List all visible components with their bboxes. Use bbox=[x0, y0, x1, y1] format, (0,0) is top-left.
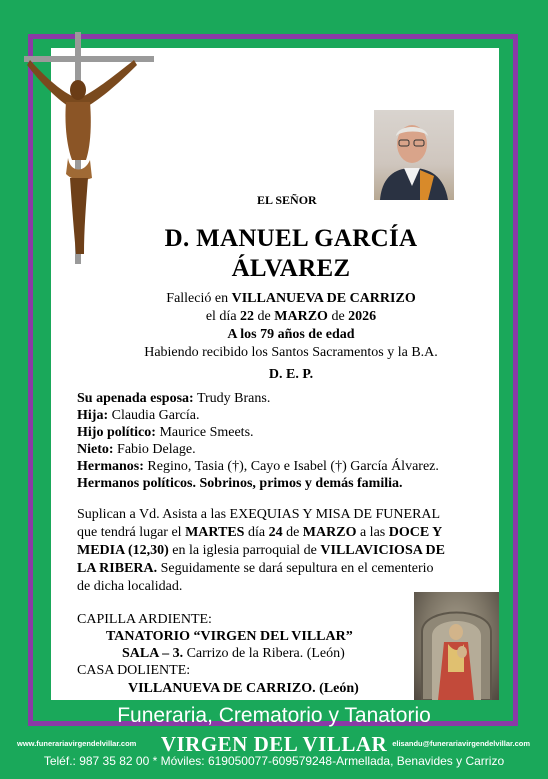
invitation-line4: LA RIBERA. Seguidamente se dará sepultura en el cementerio bbox=[77, 561, 434, 576]
family-son-in-law: Hijo político: Maurice Smeets. bbox=[77, 425, 254, 440]
invitation-line3: MEDIA (12,30) en la iglesia parroquial de VILLAVICIOSA DE bbox=[77, 543, 446, 558]
email-link[interactable]: elisandu@funerariavirgendelvillar.com bbox=[392, 739, 530, 748]
family-grandson: Nieto: Fabio Delage. bbox=[77, 442, 196, 457]
chapel-room: SALA – 3. Carrizo de la Ribera. (León) bbox=[122, 646, 345, 661]
invitation-line2: que tendrá lugar el MARTES día 24 de MARZO a las DOCE Y bbox=[77, 525, 443, 540]
dep-line: D. E. P. bbox=[268, 367, 314, 382]
chapel-name: TANATORIO “VIRGEN DEL VILLAR” bbox=[106, 629, 353, 644]
virgin-statue-photo bbox=[414, 592, 499, 700]
family-others: Hermanos políticos. Sobrinos, primos y demás familia. bbox=[77, 476, 403, 491]
footer-contact-row bbox=[0, 732, 548, 754]
sacraments-line: Habiendo recibido los Santos Sacramentos y la B.A. bbox=[144, 345, 438, 360]
services-banner: Funeraria, Crematorio y Tanatorio bbox=[117, 704, 431, 727]
family-daughter: Hija: Claudia García. bbox=[77, 408, 200, 423]
phones-line: Teléf.: 987 35 82 00 * Móviles: 619050077-609579248-Armellada, Benavides y Carrizo bbox=[43, 754, 505, 768]
home-place: VILLANUEVA DE CARRIZO. (León) bbox=[128, 681, 359, 696]
brand-name: VIRGEN DEL VILLAR bbox=[160, 732, 388, 756]
label-el-senor: EL SEÑOR bbox=[257, 193, 317, 207]
deceased-name-line2: ÁLVAREZ bbox=[231, 255, 351, 282]
website-link[interactable]: www.funerariavirgendelvillar.com bbox=[17, 739, 137, 748]
family-siblings: Hermanos: Regino, Tasia (†), Cayo e Isabel (†) García Álvarez. bbox=[77, 459, 439, 474]
home-label: CASA DOLIENTE: bbox=[77, 663, 191, 678]
family-spouse: Su apenada esposa: Trudy Brans. bbox=[77, 391, 271, 406]
deceased-name-line1: D. MANUEL GARCÍA bbox=[164, 225, 418, 252]
chapel-label: CAPILLA ARDIENTE: bbox=[77, 612, 212, 627]
invitation-line5: de dicha localidad. bbox=[77, 579, 183, 594]
portrait-photo bbox=[374, 110, 454, 200]
death-place-line: Falleció en VILLANUEVA DE CARRIZO bbox=[166, 291, 416, 306]
age-line: A los 79 años de edad bbox=[227, 327, 355, 342]
invitation-line1: Suplican a Vd. Asista a las EXEQUIAS Y MISA DE FUNERAL bbox=[77, 507, 441, 522]
death-date-line: el día 22 de MARZO de 2026 bbox=[205, 309, 377, 324]
